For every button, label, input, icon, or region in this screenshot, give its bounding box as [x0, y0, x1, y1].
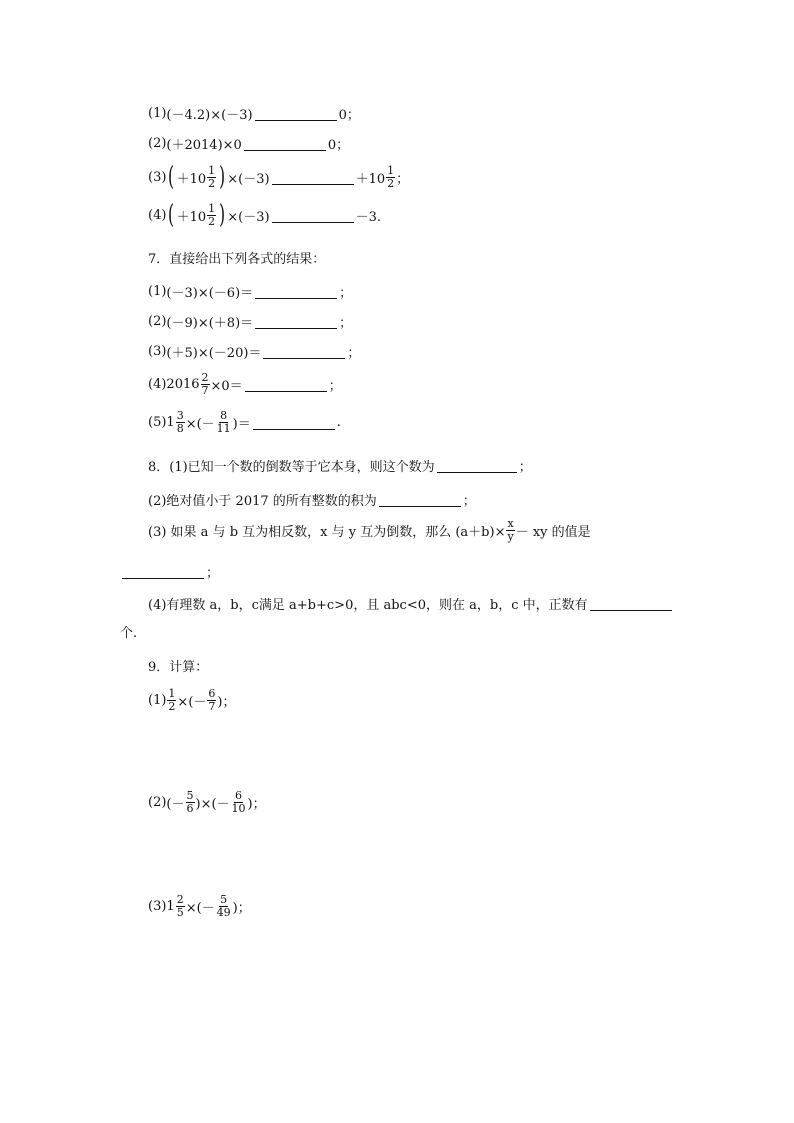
trailing-text: 0；	[338, 108, 360, 123]
trailing-text: 0；	[327, 138, 350, 153]
fraction	[176, 894, 185, 919]
numerator: 2	[176, 893, 184, 906]
q7-item-4	[148, 372, 342, 397]
expression: ×(－3)	[227, 209, 270, 225]
trailing-text: .	[336, 415, 341, 430]
answer-blank[interactable]	[245, 377, 327, 392]
whole-part: 1	[166, 899, 175, 914]
sign-whole: ＋10	[176, 171, 207, 187]
q6-item-2	[148, 134, 349, 153]
denominator: 2	[168, 700, 176, 713]
q8-item-4	[148, 594, 674, 613]
expression: ×(－	[185, 417, 215, 432]
expression: )×(－	[195, 797, 230, 812]
q6-item-3	[148, 164, 409, 190]
q6-item-4	[148, 202, 381, 228]
fraction	[201, 372, 210, 397]
fraction	[207, 165, 216, 190]
right-paren: )	[219, 200, 226, 230]
item-label: (3)	[148, 899, 167, 914]
numerator: 1	[387, 163, 395, 177]
q8-item-3	[148, 518, 591, 543]
denominator: 6	[186, 802, 194, 815]
numerator: 1	[208, 163, 216, 177]
expression: ×0＝	[210, 379, 243, 394]
q7-item-2	[148, 312, 352, 331]
numerator: 3	[176, 409, 184, 422]
expression: ×(－3)	[227, 171, 270, 187]
denominator: 10	[231, 802, 246, 815]
q7-item-3	[148, 342, 360, 361]
numerator: 6	[208, 687, 216, 700]
expression: (－	[166, 797, 185, 812]
denominator: 2	[208, 214, 216, 228]
fraction	[176, 410, 185, 435]
q8-item-1	[148, 456, 532, 475]
question-text: 8．(1)已知一个数的倒数等于它本身，则这个数为	[148, 460, 435, 475]
q9-title	[148, 656, 208, 675]
question-text-rest: － xy 的值是	[515, 525, 591, 540]
q6-item-1	[148, 104, 360, 123]
left-paren: (	[168, 162, 175, 192]
fraction	[386, 165, 395, 190]
expression: (－9)×(＋8)＝	[166, 316, 254, 331]
numerator: 8	[220, 409, 228, 422]
q8-item-4-cont	[120, 622, 137, 641]
item-label: (2)	[148, 314, 167, 329]
answer-blank[interactable]	[122, 564, 204, 579]
trailing-text: ；	[328, 379, 342, 394]
denominator: 11	[216, 422, 231, 435]
trailing-text: ；	[396, 171, 410, 187]
answer-blank[interactable]	[255, 106, 337, 121]
expression: )；	[232, 901, 251, 916]
q9-item-1	[148, 688, 235, 713]
q7-title	[148, 248, 325, 267]
answer-blank[interactable]	[255, 314, 337, 329]
question-text: (3) 如果 a 与 b 互为相反数，x 与 y 互为倒数，那么 (a＋b)×	[148, 525, 506, 540]
sign-whole: ＋10	[176, 209, 207, 225]
denominator: 8	[176, 422, 184, 435]
fraction	[231, 790, 247, 815]
answer-blank[interactable]	[255, 284, 337, 299]
item-label: (3)	[148, 344, 167, 359]
trailing-text: ；	[462, 494, 476, 509]
question-title: 7．直接给出下列各式的结果：	[148, 252, 326, 267]
item-label: (5)	[148, 415, 167, 430]
q9-item-3	[148, 894, 251, 919]
answer-blank[interactable]	[590, 596, 672, 611]
denominator: 7	[201, 384, 209, 397]
answer-blank[interactable]	[263, 344, 345, 359]
numerator: 5	[220, 893, 228, 906]
question-text: (2)绝对值小于 2017 的所有整数的积为	[148, 494, 377, 509]
right-paren: )	[219, 162, 226, 192]
numerator: 5	[186, 789, 194, 802]
item-label: (1)	[148, 106, 167, 121]
answer-blank[interactable]	[253, 415, 335, 430]
expression: ×(－	[177, 695, 207, 710]
numerator: x	[507, 517, 514, 530]
denominator: y	[507, 530, 514, 543]
q8-item-3-answer	[120, 562, 219, 581]
fraction	[216, 894, 232, 919]
fraction	[207, 688, 216, 713]
numerator: 1	[168, 687, 176, 700]
q9-item-2	[148, 790, 266, 815]
item-label: (3)	[148, 169, 167, 185]
expression: ×(－	[185, 901, 215, 916]
expression: (＋2014)×0	[166, 138, 242, 153]
q8-item-2	[148, 490, 476, 509]
numerator: 1	[208, 201, 216, 215]
item-label: (2)	[148, 795, 167, 810]
q7-item-1	[148, 282, 352, 301]
expression: )＝	[232, 417, 251, 432]
expression: (－4.2)×(－3)	[166, 108, 253, 123]
expression: )；	[247, 797, 266, 812]
trailing-text: ；	[347, 346, 361, 361]
answer-blank[interactable]	[272, 170, 354, 185]
numerator: 6	[235, 789, 243, 802]
trailing-text: ；	[339, 316, 353, 331]
item-label: (4)	[148, 377, 167, 392]
whole-part: 1	[166, 415, 175, 430]
denominator: 7	[208, 700, 216, 713]
fraction	[186, 790, 195, 815]
answer-blank[interactable]	[272, 208, 354, 223]
item-label: (1)	[148, 693, 167, 708]
answer-blank[interactable]	[379, 492, 461, 507]
fraction	[167, 688, 176, 713]
expression: (＋5)×(－20)＝	[166, 346, 262, 361]
question-text: (4)有理数 a，b，c满足 a+b+c>0，且 abc<0，则在 a，b，c 中，正数有	[148, 598, 588, 613]
whole-part: 2016	[166, 377, 200, 392]
expression: (－3)×(－6)＝	[166, 286, 254, 301]
expression: )；	[217, 695, 236, 710]
left-paren: (	[168, 200, 175, 230]
denominator: 49	[216, 906, 231, 919]
fraction	[506, 518, 514, 543]
trailing-text: ；	[206, 566, 220, 581]
fraction	[207, 203, 216, 228]
denominator: 5	[176, 906, 184, 919]
denominator: 2	[387, 176, 395, 190]
trailing-text: －3.	[355, 209, 381, 225]
fraction	[216, 410, 232, 435]
trailing-text: 个.	[120, 626, 138, 641]
item-label: (2)	[148, 136, 167, 151]
item-label: (4)	[148, 207, 167, 223]
q7-item-5	[148, 410, 341, 435]
trailing-text: ；	[518, 460, 532, 475]
numerator: 2	[201, 371, 209, 384]
question-title: 9．计算：	[148, 660, 209, 675]
item-label: (1)	[148, 284, 167, 299]
compare-whole: ＋10	[355, 171, 386, 187]
denominator: 2	[208, 176, 216, 190]
answer-blank[interactable]	[437, 458, 517, 473]
answer-blank[interactable]	[244, 136, 326, 151]
trailing-text: ；	[339, 286, 353, 301]
